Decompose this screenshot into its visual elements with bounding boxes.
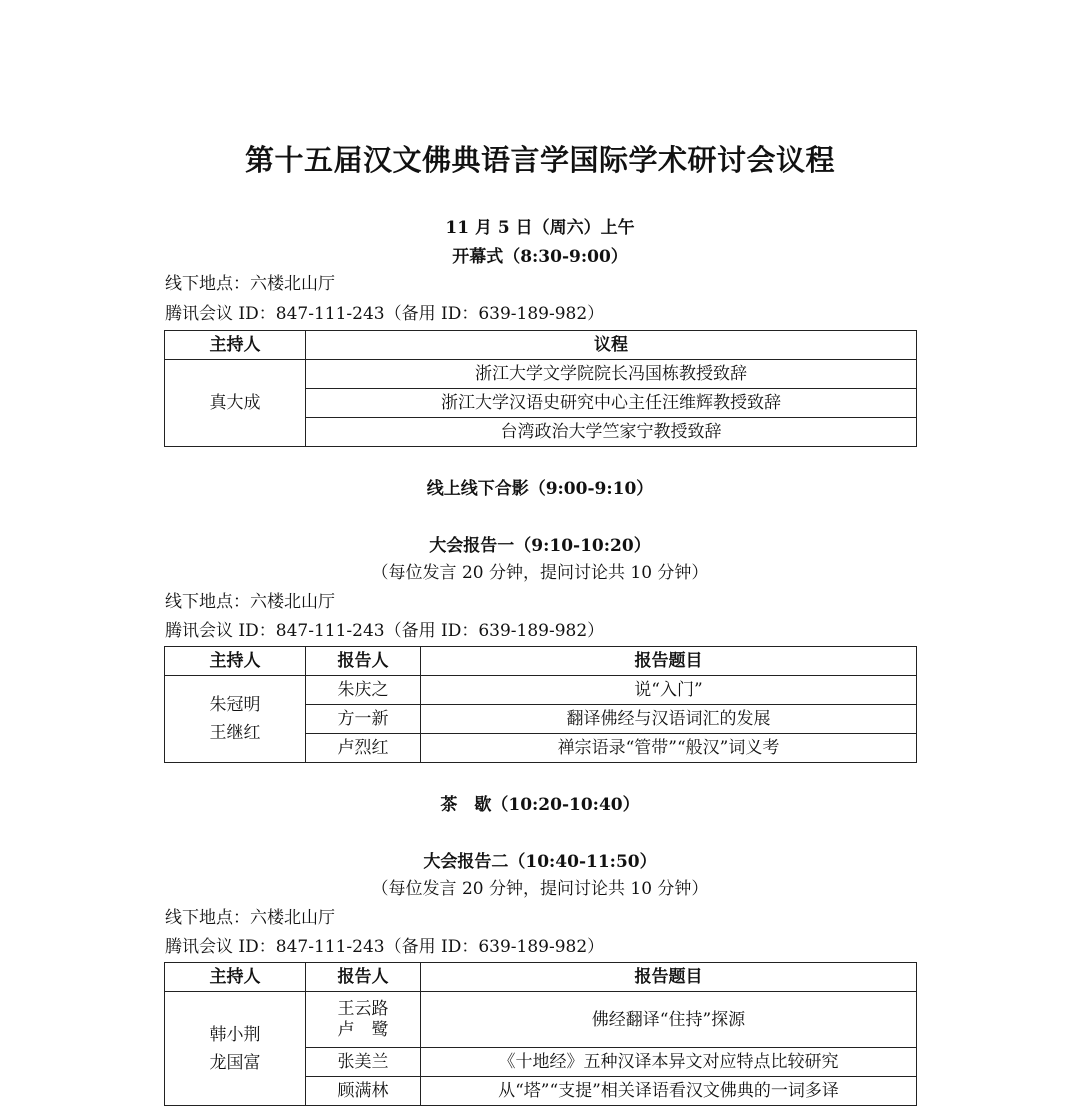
table-header-row xyxy=(165,331,917,360)
speaker-cell: 张美兰 xyxy=(306,1048,421,1077)
topic-cell: 佛经翻译“住持”探源 xyxy=(421,992,917,1048)
host-name: 龙国富 xyxy=(209,1052,261,1073)
plenary2-table xyxy=(164,962,917,1106)
host-cell xyxy=(165,992,306,1106)
topic-cell: 说“入门” xyxy=(421,676,917,705)
plenary1-meeting-id: 腾讯会议 ID：847-111-243（备用 ID：639-189-982） xyxy=(165,621,605,641)
host-name: 韩小荆 xyxy=(209,1024,261,1045)
header-topic: 报告题目 xyxy=(421,963,917,992)
header-speaker: 报告人 xyxy=(306,647,421,676)
topic-cell: 翻译佛经与汉语词汇的发展 xyxy=(421,705,917,734)
header-agenda: 议程 xyxy=(306,331,917,360)
speaker-cell: 方一新 xyxy=(306,705,421,734)
opening-heading: 开幕式（8:30-9:00） xyxy=(452,247,628,267)
plenary1-table xyxy=(164,646,917,763)
header-host: 主持人 xyxy=(165,963,306,992)
header-topic: 报告题目 xyxy=(421,647,917,676)
speaker-name: 卢 鹭 xyxy=(337,1019,389,1040)
topic-cell: 《十地经》五种汉译本异文对应特点比较研究 xyxy=(421,1048,917,1077)
agenda-item: 浙江大学文学院院长冯国栋教授致辞 xyxy=(306,360,917,389)
opening-table xyxy=(164,330,917,447)
topic-cell: 禅宗语录“管带”“般汉”词义考 xyxy=(421,734,917,763)
speaker-cell: 朱庆之 xyxy=(306,676,421,705)
speaker-cell xyxy=(306,992,421,1048)
agenda-item: 浙江大学汉语史研究中心主任汪维辉教授致辞 xyxy=(306,389,917,418)
header-host: 主持人 xyxy=(165,647,306,676)
opening-location: 线下地点：六楼北山厅 xyxy=(165,274,335,294)
speaker-cell: 卢烈红 xyxy=(306,734,421,763)
table-header-row xyxy=(165,963,917,992)
table-header-row xyxy=(165,647,917,676)
header-host: 主持人 xyxy=(165,331,306,360)
host-name: 王继红 xyxy=(209,723,261,743)
photo-heading: 线上线下合影（9:00-9:10） xyxy=(426,479,654,499)
host-cell xyxy=(165,676,306,763)
speaker-cell: 顾满林 xyxy=(306,1077,421,1106)
tea-break-heading: 茶 歇（10:20-10:40） xyxy=(440,795,640,815)
page-title: 第十五届汉文佛典语言学国际学术研讨会议程 xyxy=(244,143,835,177)
date-heading: 11 月 5 日（周六）上午 xyxy=(445,218,635,238)
table-row xyxy=(165,676,917,705)
speaker-name: 王云路 xyxy=(337,998,389,1019)
plenary1-heading: 大会报告一（9:10-10:20） xyxy=(429,536,651,556)
plenary2-meeting-id: 腾讯会议 ID：847-111-243（备用 ID：639-189-982） xyxy=(165,937,605,957)
plenary2-location: 线下地点：六楼北山厅 xyxy=(165,908,335,928)
table-row xyxy=(165,992,917,1048)
plenary2-heading: 大会报告二（10:40-11:50） xyxy=(423,852,657,872)
opening-meeting-id: 腾讯会议 ID：847-111-243（备用 ID：639-189-982） xyxy=(165,304,605,324)
header-speaker: 报告人 xyxy=(306,963,421,992)
host-cell: 真大成 xyxy=(165,360,306,447)
agenda-item: 台湾政治大学竺家宁教授致辞 xyxy=(306,418,917,447)
plenary1-location: 线下地点：六楼北山厅 xyxy=(165,592,335,612)
plenary1-note: （每位发言 20 分钟，提问讨论共 10 分钟） xyxy=(371,563,709,583)
host-name: 朱冠明 xyxy=(209,695,261,715)
plenary2-note: （每位发言 20 分钟，提问讨论共 10 分钟） xyxy=(371,879,709,899)
table-row xyxy=(165,360,917,389)
topic-cell: 从“塔”“支提”相关译语看汉文佛典的一词多译 xyxy=(421,1077,917,1106)
